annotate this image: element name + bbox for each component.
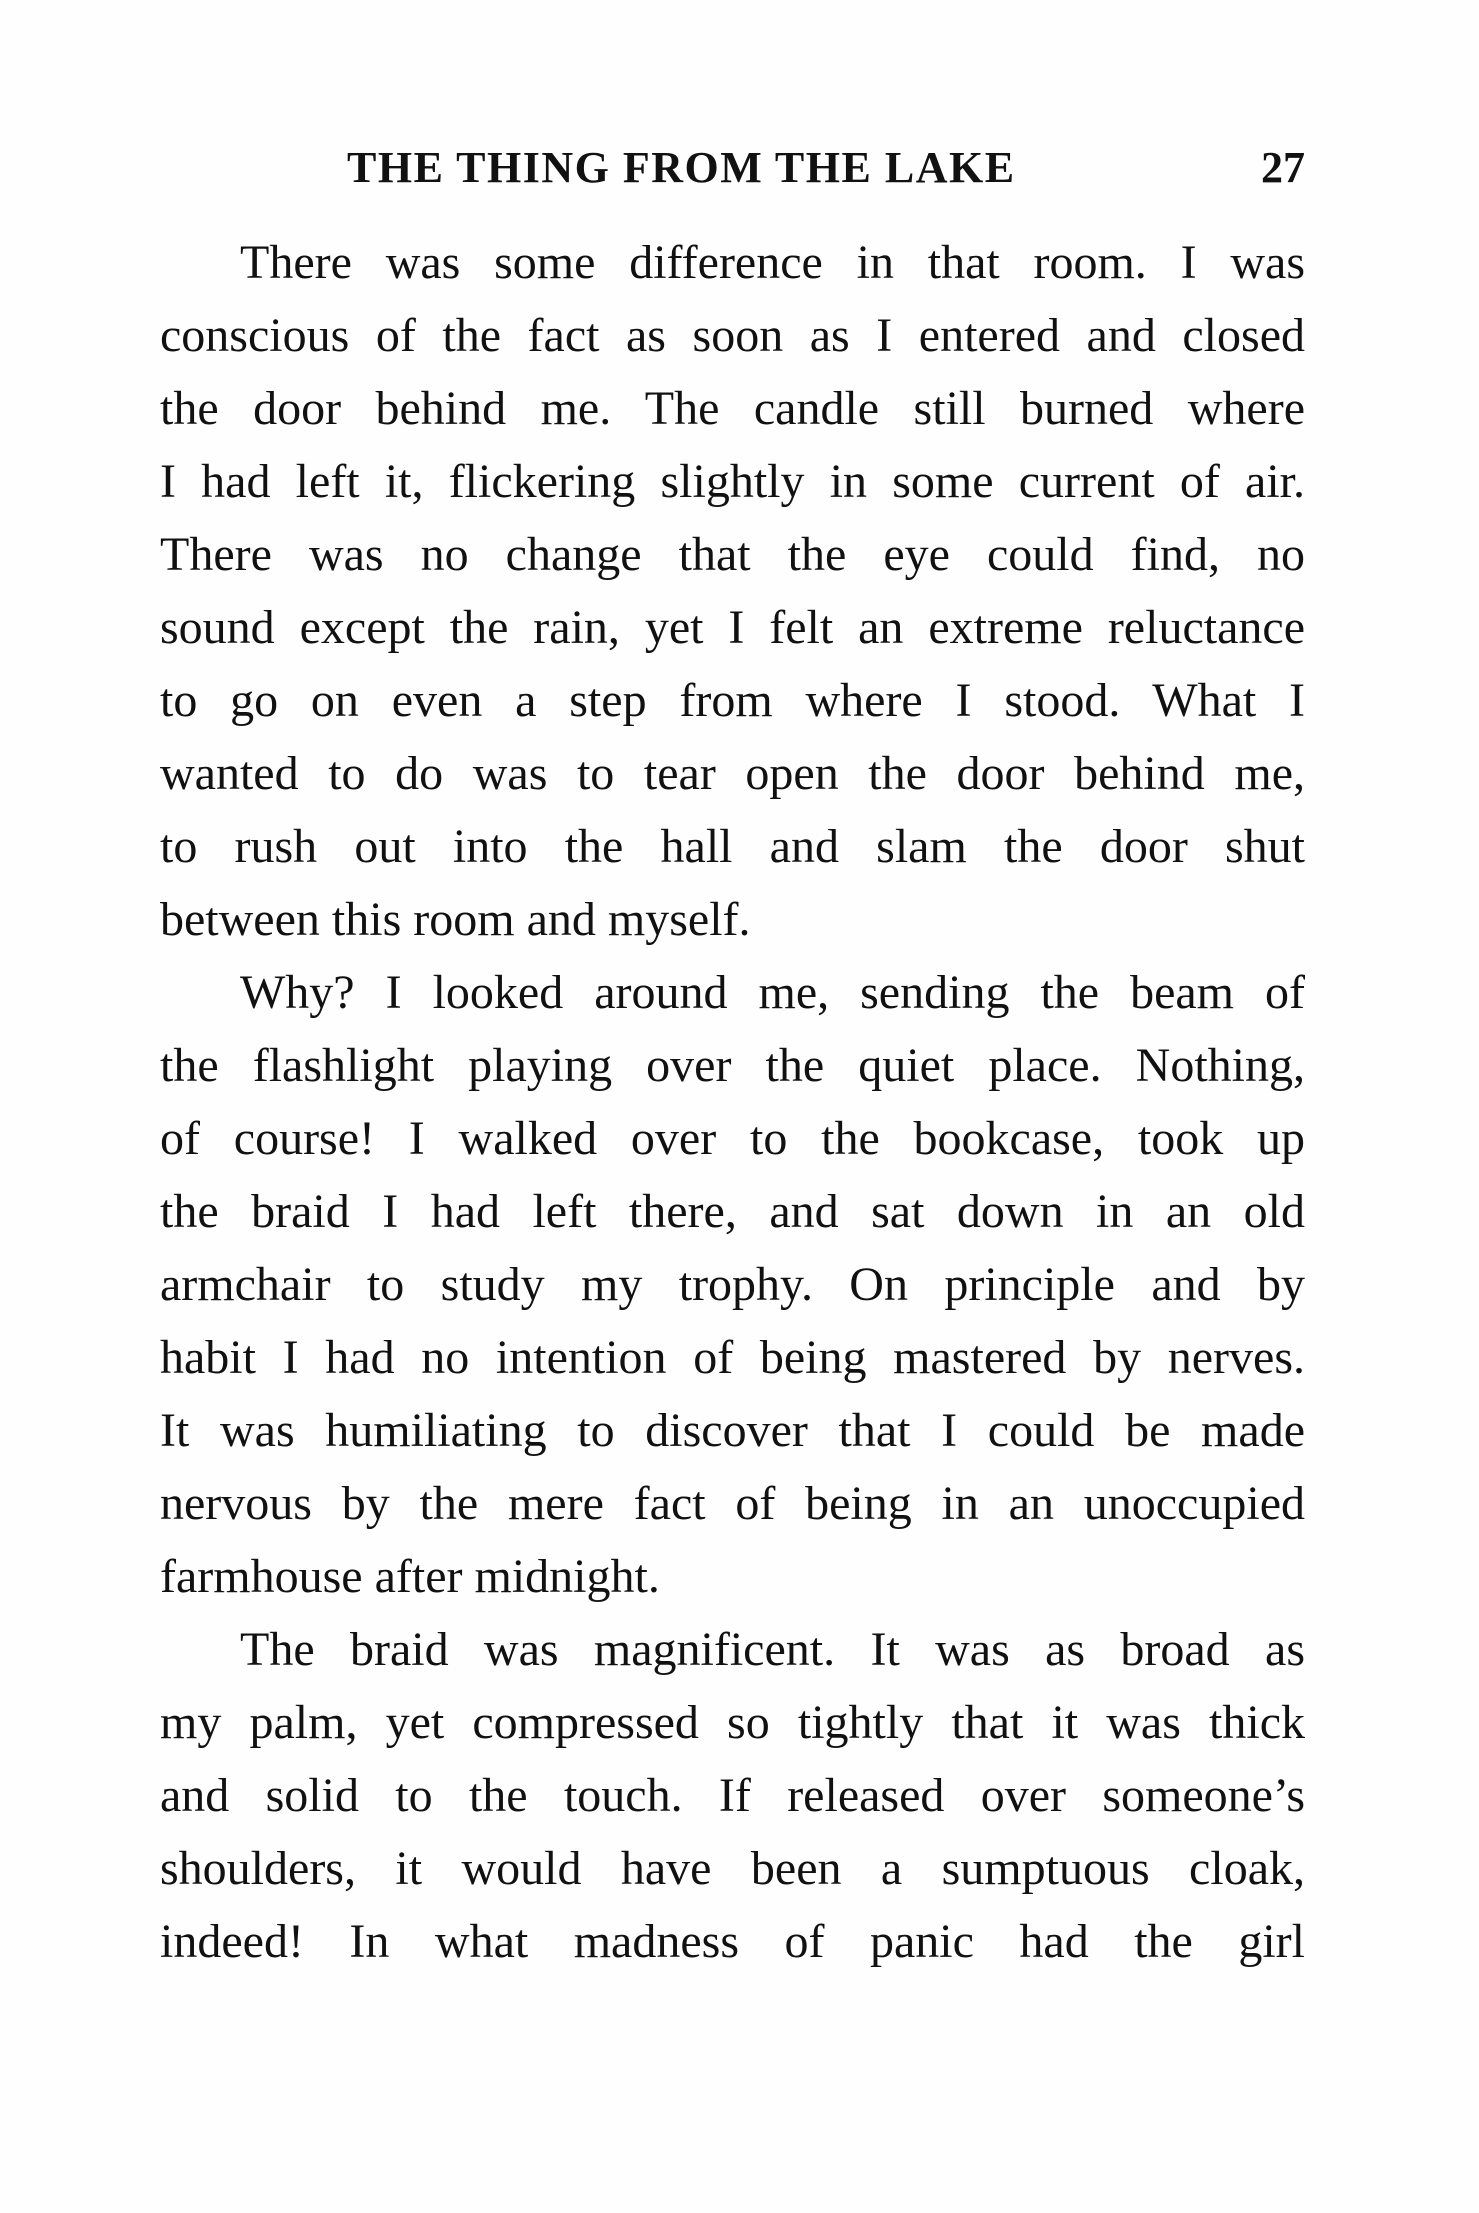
text-line: I had left it, flickering slightly in some current of air.	[160, 455, 1305, 508]
text-line: nervous by the mere fact of being in an unoccupied	[160, 1477, 1305, 1530]
text-line: of course! I walked over to the bookcase, took up	[160, 1112, 1305, 1165]
text-line: and solid to the touch. If released over someone’s	[160, 1769, 1305, 1822]
text-line: my palm, yet compressed so tightly that it was thick	[160, 1696, 1305, 1749]
text-line: the flashlight playing over the quiet place. Nothing,	[160, 1039, 1305, 1092]
text-line: conscious of the fact as soon as I entered and closed	[160, 309, 1305, 362]
paragraph-3	[160, 1613, 1305, 1978]
running-title: THE THING FROM THE LAKE	[347, 143, 1016, 192]
text-line: habit I had no intention of being mastered by nerves.	[160, 1331, 1305, 1384]
text-line: wanted to do was to tear open the door behind me,	[160, 747, 1305, 800]
text-line: to rush out into the hall and slam the door shut	[160, 820, 1305, 873]
page-number: 27	[1261, 143, 1305, 192]
text-line: the door behind me. The candle still burned where	[160, 382, 1305, 435]
text-line: shoulders, it would have been a sumptuous cloak,	[160, 1842, 1305, 1895]
text-line: indeed! In what madness of panic had the girl	[160, 1915, 1305, 1968]
paragraph-1	[160, 226, 1305, 956]
text-line: sound except the rain, yet I felt an extreme reluctance	[160, 601, 1305, 654]
text-line: The braid was magnificent. It was as broad as	[240, 1623, 1305, 1676]
text-line: There was no change that the eye could find, no	[160, 528, 1305, 581]
text-line: to go on even a step from where I stood. What I	[160, 674, 1305, 727]
text-line: It was humiliating to discover that I could be made	[160, 1404, 1305, 1457]
body-text	[160, 226, 1305, 1978]
running-head	[160, 142, 1305, 202]
text-line: armchair to study my trophy. On principle and by	[160, 1258, 1305, 1311]
text-line: the braid I had left there, and sat down in an old	[160, 1185, 1305, 1238]
text-line: Why? I looked around me, sending the beam of	[240, 966, 1305, 1019]
text-line: farmhouse after midnight.	[160, 1550, 660, 1603]
paragraph-2	[160, 956, 1305, 1613]
text-line: There was some difference in that room. I was	[240, 236, 1305, 289]
text-line: between this room and myself.	[160, 893, 751, 946]
